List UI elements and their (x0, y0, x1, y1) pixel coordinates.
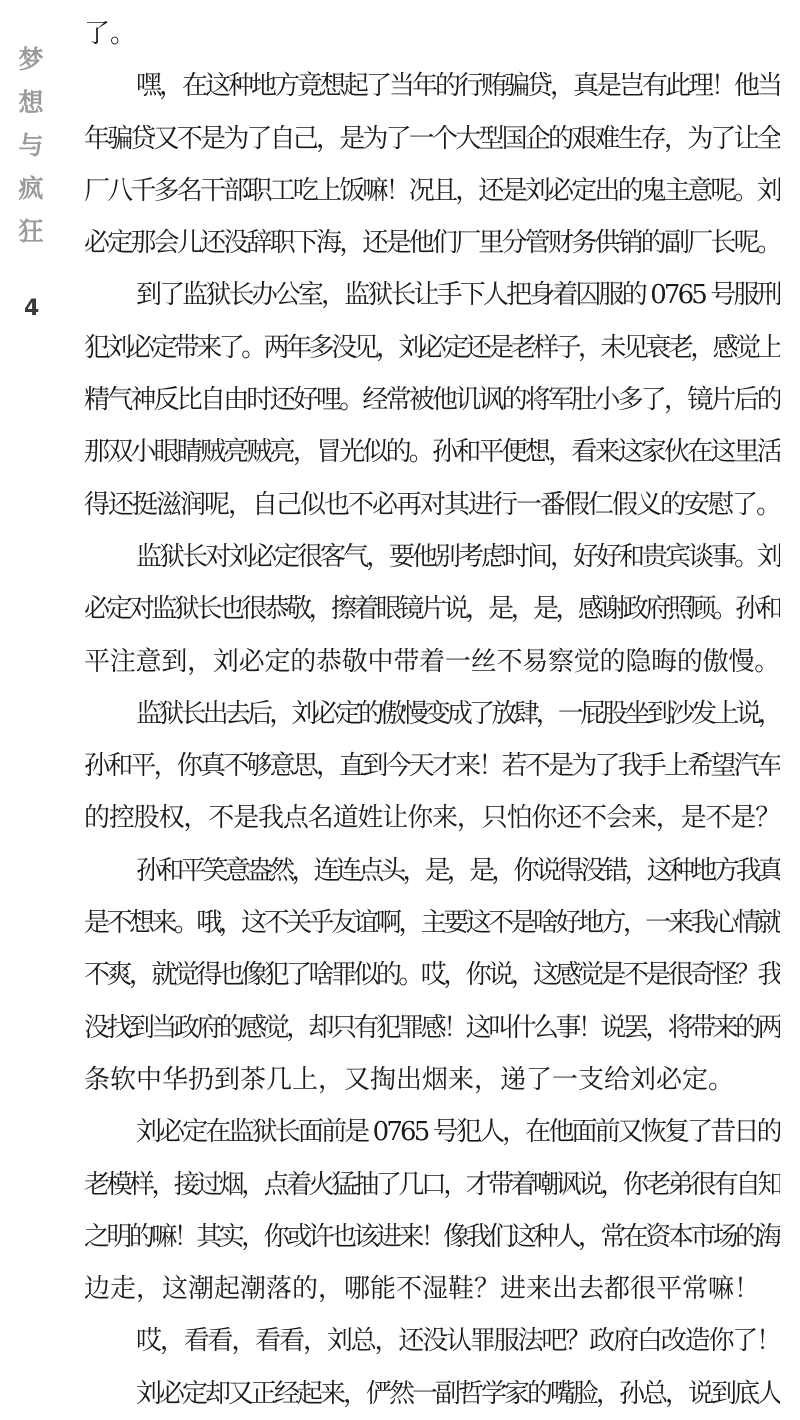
text-line: 不爽，就觉得也像犯了啥罪似的。哎，你说，这感觉是不是很奇怪？我 (84, 960, 780, 991)
text-line: 没找到当政府的感觉，却只有犯罪感！这叫什么事！说罢，将带来的两 (84, 1012, 780, 1043)
text-line: 孙和平，你真不够意思，直到今天才来！若不是为了我手上希望汽车 (84, 751, 780, 782)
text-line: 之明的嘛！其实，你或许也该进来！像我们这种人，常在资本市场的海 (84, 1221, 780, 1252)
text-line: 条软中华扔到茶几上，又掏出烟来，递了一支给刘必定。 (84, 1064, 735, 1095)
paragraph-first-line: 到了监狱长办公室，监狱长让手下人把身着囚服的 0765 号服刑 (136, 280, 780, 311)
text-line: 平注意到，刘必定的恭敬中带着一丝不易察觉的隐晦的傲慢。 (84, 646, 780, 677)
paragraph-first-line: 监狱长出去后，刘必定的傲慢变成了放肆，一屁股坐到沙发上说， (136, 698, 780, 729)
book-title-char: 梦 (18, 45, 44, 74)
book-title-vertical (16, 38, 46, 253)
paragraph-first-line: 监狱长对刘必定很客气，要他别考虑时间，好好和贵宾谈事。刘 (136, 541, 780, 572)
text-line: 厂八千多名干部职工吃上饭嘛！况且，还是刘必定出的鬼主意呢。刘 (84, 175, 780, 206)
text-line: 年骗贷又不是为了自己，是为了一个大型国企的艰难生存，为了让全 (84, 123, 780, 154)
page-number: 4 (24, 296, 40, 321)
text-line: 必定那会儿还没辞职下海，还是他们厂里分管财务供销的副厂长呢。 (84, 228, 780, 259)
book-title-char: 与 (18, 131, 44, 160)
book-title-char: 疯 (18, 174, 44, 203)
text-line: 精气神反比自由时还好哩。经常被他讥讽的将军肚小多了，镜片后的 (84, 385, 780, 416)
paragraph-first-line: 刘必定在监狱长面前是 0765 号犯人，在他面前又恢复了昔日的 (136, 1117, 780, 1148)
text-line: 那双小眼睛贼亮贼亮，冒光似的。孙和平便想，看来这家伙在这里活 (84, 437, 780, 468)
text-line: 得还挺滋润呢，自己似也不必再对其进行一番假仁假义的安慰了。 (84, 489, 780, 520)
body-text (84, 8, 780, 1420)
text-line: 边走，这潮起潮落的，哪能不湿鞋？进来出去都很平常嘛！ (84, 1274, 761, 1305)
text-line: 了。 (84, 19, 137, 49)
paragraph-first-line: 哎，看看，看看，刘总，还没认罪服法吧？政府白改造你了！ (136, 1326, 780, 1357)
paragraph-first-line: 孙和平笑意盎然，连连点头，是，是，你说得没错，这种地方我真 (136, 855, 780, 886)
paragraph-first-line: 嘿，在这种地方竟想起了当年的行贿骗贷，真是岂有此理！他当 (136, 71, 780, 102)
text-line: 是不想来。哦，这不关乎友谊啊，主要这不是啥好地方，一来我心情就 (84, 908, 780, 939)
text-line: 老模样，接过烟，点着火猛抽了几口，才带着嘲讽说，你老弟很有自知 (84, 1169, 780, 1200)
text-line: 的控股权，不是我点名道姓让你来，只怕你还不会来，是不是？ (84, 803, 780, 834)
paragraph-first-line: 刘必定却又正经起来，俨然一副哲学家的嘴脸，孙总，说到底人 (136, 1378, 780, 1409)
text-line: 犯刘必定带来了。两年多没见，刘必定还是老样子，未见衰老，感觉上 (84, 332, 780, 363)
text-line: 必定对监狱长也很恭敬，擦着眼镜片说，是，是，感谢政府照顾。孙和 (84, 594, 780, 625)
book-title-char: 想 (18, 88, 44, 117)
book-title-char: 狂 (18, 217, 44, 246)
